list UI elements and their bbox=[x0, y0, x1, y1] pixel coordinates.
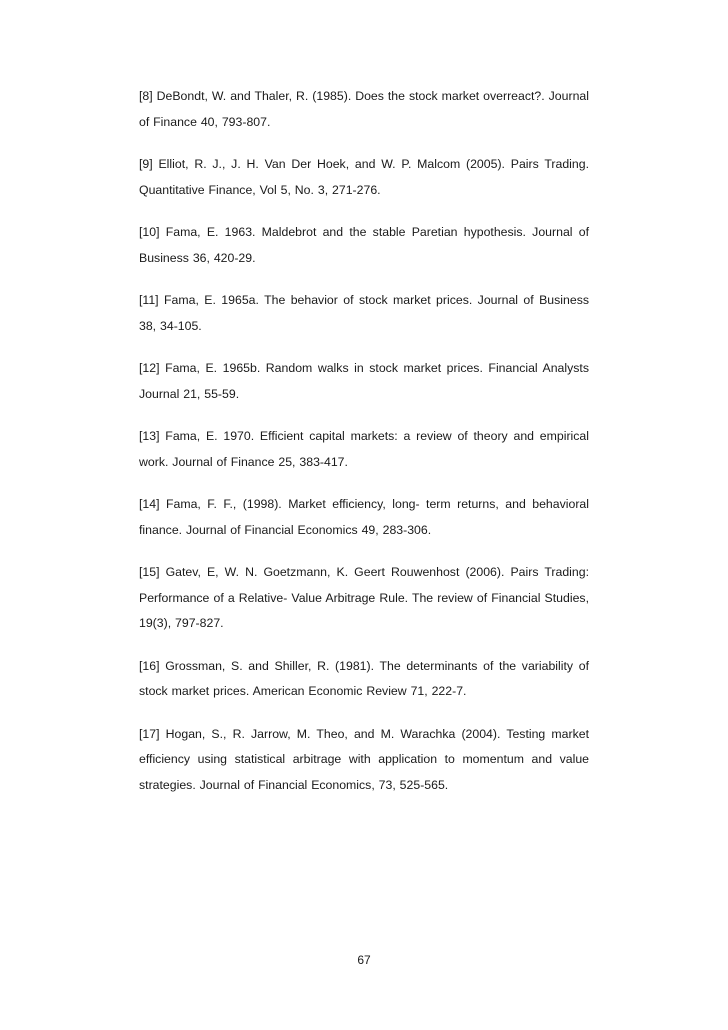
reference-item: [13] Fama, E. 1970. Efficient capital markets: a review of theory and empirical work. Journal of Finance 25, 383-417. bbox=[139, 429, 589, 469]
reference-item: [16] Grossman, S. and Shiller, R. (1981). The determinants of the variability of stock market prices. American Economic Review 71, 222-7. bbox=[139, 658, 589, 698]
reference-item: [12] Fama, E. 1965b. Random walks in stock market prices. Financial Analysts Journal 21, 55-59. bbox=[139, 361, 589, 401]
reference-item: [8] DeBondt, W. and Thaler, R. (1985). Does the stock market overreact?. Journal of Finance 40, 793-807. bbox=[139, 89, 589, 129]
reference-list bbox=[139, 84, 589, 815]
page-number: 67 bbox=[357, 953, 371, 967]
reference-item: [10] Fama, E. 1963. Maldebrot and the stable Paretian hypothesis. Journal of Business 36, 420-29. bbox=[139, 225, 589, 265]
reference-item: [17] Hogan, S., R. Jarrow, M. Theo, and M. Warachka (2004). Testing market efficiency using statistical arbitrage with application to momentum and value strategies. Journal of Financial Economics, 73, 525-565. bbox=[139, 726, 589, 792]
reference-item: [14] Fama, F. F., (1998). Market efficiency, long- term returns, and behavioral finance. Journal of Financial Economics 49, 283-306. bbox=[139, 497, 589, 537]
reference-item: [11] Fama, E. 1965a. The behavior of stock market prices. Journal of Business 38, 34-105. bbox=[139, 293, 589, 333]
reference-item: [9] Elliot, R. J., J. H. Van Der Hoek, and W. P. Malcom (2005). Pairs Trading. Quantitative Finance, Vol 5, No. 3, 271-276. bbox=[139, 157, 589, 197]
reference-item: [15] Gatev, E, W. N. Goetzmann, K. Geert Rouwenhost (2006). Pairs Trading: Performance of a Relative- Value Arbitrage Rule. The review of Financial Studies, 19(3), 797-827. bbox=[139, 565, 589, 630]
